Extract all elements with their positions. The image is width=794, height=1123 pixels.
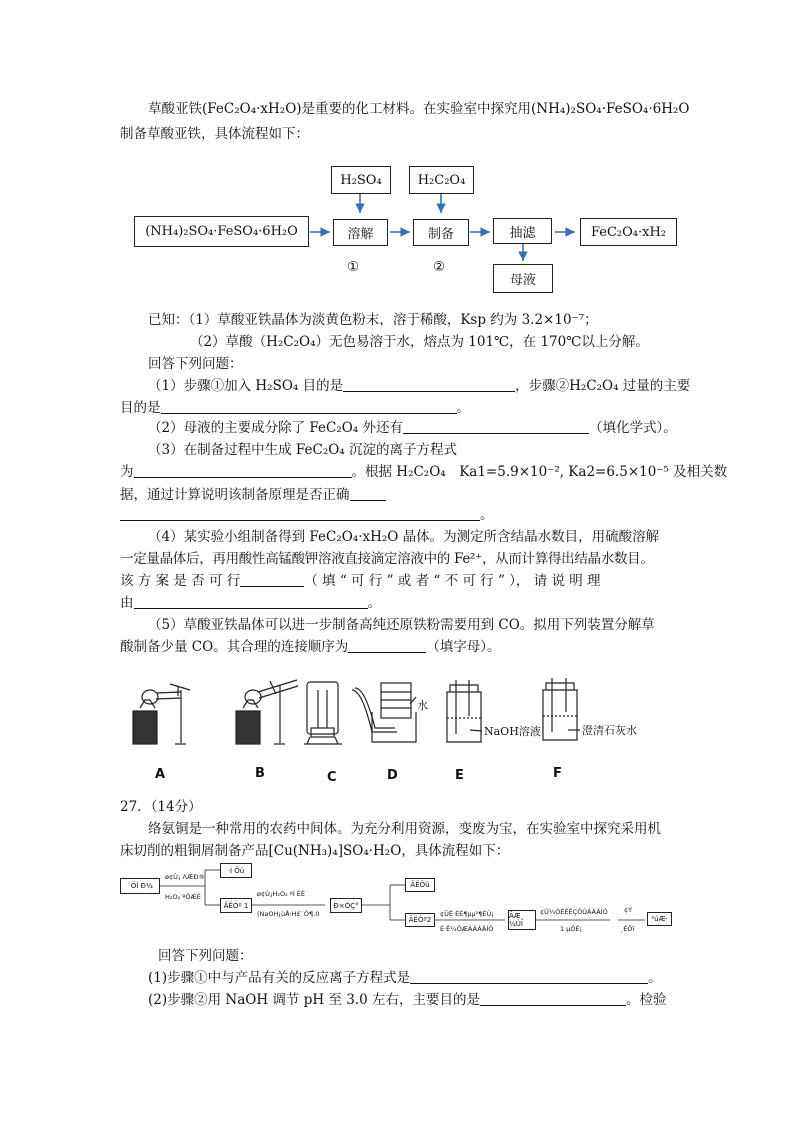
q4-text-f: 。 xyxy=(367,595,381,611)
apparatus-label-b: B xyxy=(255,766,265,781)
flow2-step4-label-b: 1 µÓÈ¡ xyxy=(560,925,583,933)
q4-text-c: 该 方 案 是 否 可 行 xyxy=(120,573,241,589)
q1-text-a: （1）步骤①加入 H₂SO₄ 目的是 xyxy=(148,378,344,394)
q27-answer-heading: 回答下列问题： xyxy=(158,948,253,964)
q3-text-b: 为 xyxy=(120,464,134,480)
q27-part2-end: 。检验 xyxy=(625,992,667,1008)
q3-text-d: 据，通过计算说明该制备原理是否正确 xyxy=(120,487,350,503)
q3-text-e: 。 xyxy=(480,507,494,523)
flow2-step3-label-b: È·Ê¼ÓÆÀÀÀÄÍÓ xyxy=(440,925,494,933)
intro-line-1: 草酸亚铁(FeC₂O₄·xH₂O)是重要的化工材料。在实验室中探究用(NH₄)₂SO₄·FeSO₄·6H₂O xyxy=(148,101,690,117)
flow2-filter-residue-box: ÂËÔü xyxy=(405,878,435,892)
answer-heading: 回答下列问题： xyxy=(148,356,243,372)
flow2-filtrate1-box: ÂËÒº 1 xyxy=(220,898,252,913)
q3-line-1: （3）在制备过程中生成 FeC₂O₄ 沉淀的离子方程式 xyxy=(148,442,458,458)
step-number-2: ② xyxy=(433,259,446,275)
flow2-filtrate2-box: ÂËÒº2 xyxy=(405,913,435,927)
q27-part2-blank[interactable] xyxy=(480,991,626,1006)
apparatus-label-e: E xyxy=(455,768,464,783)
apparatus-label-f: F xyxy=(553,766,562,781)
flow2-step5-label-a: ¢Ý xyxy=(624,906,633,914)
q27-part2-text: (2)步骤②用 NaOH 调节 pH 至 3.0 左右，主要目的是 xyxy=(148,992,480,1008)
q5-line-1: （5）草酸亚铁晶体可以进一步制备高纯还原铁粉需要用到 CO。拟用下列装置分解草 xyxy=(148,617,655,633)
apparatus-label-d: D xyxy=(387,768,398,783)
known-line-2: （2）草酸（H₂C₂O₄）无色易溶于水，熔点为 101℃，在 170℃以上分解。 xyxy=(190,334,649,350)
flow2-crystal-box: ÂÆ¸ ¼ÙÌ xyxy=(508,910,536,930)
q4-text-e: 由 xyxy=(120,595,134,611)
step-prepare-box: 制备 xyxy=(413,219,469,246)
flow2-step1-label-a: ø¢Ù¡ ΛÆÐ® xyxy=(165,873,205,881)
known-line-1: 已知：（1）草酸亚铁晶体为淡黄色粉末，溶于稀酸，Ksp 约为 3.2×10⁻⁷； xyxy=(148,312,598,328)
q5-text-b: 酸制备少量 CO。其合理的连接顺序为 xyxy=(120,639,349,655)
label-water: 水 xyxy=(417,699,428,712)
apparatus-label-c: C xyxy=(327,770,337,785)
q1-text-c: 目的是 xyxy=(120,400,161,416)
flow2-step2-label-a: ø¢Ú¡H₂O₂ ºÍ ÈÈ xyxy=(257,890,306,898)
label-limewater: 澄清石灰水 xyxy=(582,724,637,737)
flow-start-box: (NH₄)₂SO₄·FeSO₄·6H₂O xyxy=(134,216,309,247)
flow2-step5-label-b: ¸ÉÔï xyxy=(620,925,635,933)
flow2-step2-label-b: (NaOH¡ùÅ·H£¨Ó¶.0 xyxy=(257,910,320,918)
product-box: FeC₂O₄·xH₂ xyxy=(580,218,677,246)
flow2-start-box: ´ÖÍ Ð¼ xyxy=(120,878,160,894)
step-dissolve-box: 溶解 xyxy=(333,219,388,246)
q27-title: 27．（14分） xyxy=(120,799,202,815)
q3-text-c: 。根据 H₂C₂O₄ Ka1=5.9×10⁻², Ka2=6.5×10⁻⁵ 及相关数 xyxy=(351,464,728,480)
apparatus-label-a: A xyxy=(155,767,166,782)
reagent-h2so4-box: H₂SO₄ xyxy=(331,166,391,194)
q4-text-d: （ 填 “ 可 行 ” 或 者 “ 不 可 行 ” ）， 请 说 明 理 xyxy=(304,573,601,589)
q1-text-d: 。 xyxy=(456,400,470,416)
intro-line-2: 制备草酸亚铁，具体流程如下： xyxy=(120,126,309,142)
flow2-step1-label-b: H₂O₂ ºÓÆÈ xyxy=(165,893,201,901)
q27-line-1: 络氨铜是一种常用的农药中间体。为充分利用资源，变废为宝，在实验室中探究采用机 xyxy=(148,821,661,837)
flow2-step4-label-a: ¢Ü¼ÓÈÈËÇÓÙÀÀÄÍÓ xyxy=(540,908,608,916)
mother-liquor-box: 母液 xyxy=(493,264,553,293)
step-number-1: ① xyxy=(347,259,360,275)
q27-part1-line xyxy=(148,969,662,987)
q27-line-2: 床切削的粗铜屑制备产品[Cu(NH₃)₄]SO₄·H₂O，具体流程如下： xyxy=(120,843,510,859)
q27-part1-blank[interactable] xyxy=(410,969,648,984)
flow2-product-box: ²úÆ· xyxy=(647,912,672,926)
flow2-step3-label-a: ¢ÛË·ÈÈ¶µµ²¶ÈÙ¡ xyxy=(440,910,494,918)
q27-part2-line xyxy=(148,991,666,1009)
q27-part1-end: 。 xyxy=(648,970,662,986)
flow2-mixture-box: Ð×ÒÇ° xyxy=(330,898,362,913)
step-filter-box: 抽滤 xyxy=(493,218,552,244)
q5-text-c: （填字母）。 xyxy=(426,639,501,655)
reagent-h2c2o4-box: H₂C₂O₄ xyxy=(409,166,474,194)
q4-line-2: 一定量晶体后，再用酸性高锰酸钾溶液直接滴定溶液中的 Fe²⁺，从而计算得出结晶水数目。 xyxy=(120,551,654,567)
q27-part1-text: (1)步骤①中与产品有关的反应离子方程式是 xyxy=(148,970,411,986)
q2-text-b: （填化学式）。 xyxy=(589,420,677,436)
q2-text-a: （2）母液的主要成分除了 FeC₂O₄ 外还有 xyxy=(148,420,404,436)
q4-line-1: （4）某实验小组制备得到 FeC₂O₄·xH₂O 晶体。为测定所含结晶水数目，用硫酸溶解 xyxy=(148,529,660,545)
label-naoh-solution: NaOH溶液 xyxy=(484,725,541,738)
flow2-residue-box: ·Ì Ôü xyxy=(220,863,252,878)
q1-text-b: ，步骤②H₂C₂O₄ 过量的主要 xyxy=(515,378,691,394)
